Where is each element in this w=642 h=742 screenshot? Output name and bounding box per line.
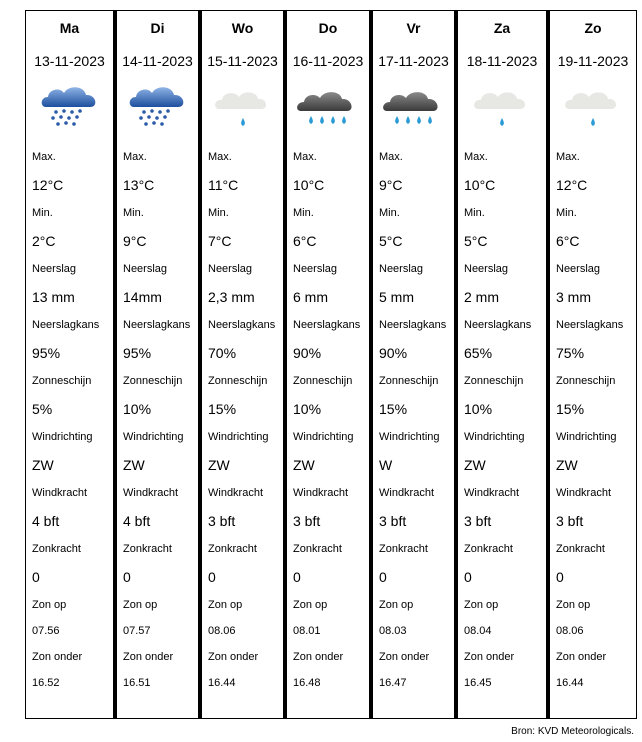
day-name: Wo bbox=[231, 20, 254, 36]
wind-force-value: 3 bft bbox=[379, 513, 407, 529]
sunshine-label: Zonneschijn bbox=[379, 375, 439, 387]
heavy-rain-cloud-icon bbox=[117, 81, 198, 131]
sun-power-label: Zonkracht bbox=[556, 543, 605, 555]
day-date: 18-11-2023 bbox=[466, 53, 538, 69]
precip-chance-value: 95% bbox=[32, 345, 61, 361]
min-value: 7°C bbox=[208, 233, 232, 249]
precip-value: 2 mm bbox=[464, 289, 499, 305]
wind-dir-value: ZW bbox=[32, 457, 54, 473]
sunset-label: Zon onder bbox=[32, 651, 83, 663]
precip-value: 3 mm bbox=[556, 289, 591, 305]
wind-force-label: Windkracht bbox=[32, 487, 88, 499]
sunrise-label: Zon op bbox=[464, 599, 499, 611]
light-drizzle-cloud-icon bbox=[458, 81, 546, 131]
wind-force-label: Windkracht bbox=[293, 487, 349, 499]
source-note: Bron: KVD Meteorologicals. bbox=[511, 726, 634, 737]
day-name: Vr bbox=[406, 20, 421, 36]
precip-label: Neerslag bbox=[123, 263, 168, 275]
precip-label: Neerslag bbox=[32, 263, 77, 275]
sunrise-value: 08.06 bbox=[208, 625, 236, 637]
max-value: 10°C bbox=[464, 177, 496, 193]
day-name: Za bbox=[493, 20, 511, 36]
precip-chance-value: 65% bbox=[464, 345, 493, 361]
precip-label: Neerslag bbox=[556, 263, 601, 275]
precip-value: 13 mm bbox=[32, 289, 75, 305]
day-name: Do bbox=[318, 20, 338, 36]
light-drizzle-cloud-icon bbox=[550, 81, 636, 131]
day-column-wo bbox=[198, 11, 283, 718]
precip-chance-label: Neerslagkans bbox=[464, 319, 532, 331]
wind-dir-label: Windrichting bbox=[32, 431, 93, 443]
max-value: 13°C bbox=[123, 177, 155, 193]
day-date: 14-11-2023 bbox=[122, 53, 193, 69]
sunset-label: Zon onder bbox=[556, 651, 607, 663]
sun-power-label: Zonkracht bbox=[379, 543, 428, 555]
wind-dir-label: Windrichting bbox=[556, 431, 617, 443]
wind-force-label: Windkracht bbox=[379, 487, 435, 499]
heavy-rain-cloud-icon bbox=[26, 81, 113, 131]
sun-power-label: Zonkracht bbox=[208, 543, 257, 555]
wind-dir-value: ZW bbox=[464, 457, 486, 473]
sunset-value: 16.52 bbox=[32, 677, 60, 689]
wind-dir-value: W bbox=[379, 457, 393, 473]
wind-dir-value: ZW bbox=[293, 457, 315, 473]
max-value: 11°C bbox=[208, 177, 239, 193]
sunrise-label: Zon op bbox=[556, 599, 591, 611]
sunset-value: 16.44 bbox=[208, 677, 236, 689]
max-value: 9°C bbox=[379, 177, 403, 193]
min-value: 2°C bbox=[32, 233, 56, 249]
sunset-value: 16.48 bbox=[293, 677, 321, 689]
day-date: 16-11-2023 bbox=[292, 53, 364, 69]
wind-force-label: Windkracht bbox=[464, 487, 520, 499]
sunrise-value: 07.57 bbox=[123, 625, 151, 637]
sunshine-value: 15% bbox=[379, 401, 408, 417]
precip-chance-value: 90% bbox=[293, 345, 322, 361]
min-value: 6°C bbox=[293, 233, 317, 249]
sun-power-label: Zonkracht bbox=[293, 543, 342, 555]
sunset-label: Zon onder bbox=[293, 651, 344, 663]
precip-chance-value: 90% bbox=[379, 345, 408, 361]
max-value: 12°C bbox=[32, 177, 64, 193]
sun-power-value: 0 bbox=[464, 569, 472, 585]
max-value: 10°C bbox=[293, 177, 325, 193]
max-label: Max. bbox=[123, 151, 147, 163]
sunshine-value: 15% bbox=[208, 401, 237, 417]
precip-chance-value: 70% bbox=[208, 345, 237, 361]
sunrise-value: 08.04 bbox=[464, 625, 492, 637]
day-column-do bbox=[283, 11, 369, 718]
day-name: Zo bbox=[584, 20, 602, 36]
sunshine-value: 10% bbox=[293, 401, 322, 417]
day-date: 17-11-2023 bbox=[378, 53, 449, 69]
sunset-label: Zon onder bbox=[123, 651, 174, 663]
sunshine-label: Zonneschijn bbox=[464, 375, 524, 387]
wind-dir-value: ZW bbox=[556, 457, 578, 473]
precip-chance-label: Neerslagkans bbox=[556, 319, 624, 331]
precip-label: Neerslag bbox=[464, 263, 509, 275]
sunrise-value: 08.01 bbox=[293, 625, 321, 637]
wind-dir-value: ZW bbox=[123, 457, 145, 473]
min-label: Min. bbox=[32, 207, 53, 219]
min-label: Min. bbox=[293, 207, 314, 219]
precip-chance-label: Neerslagkans bbox=[379, 319, 447, 331]
sunset-label: Zon onder bbox=[379, 651, 430, 663]
sunshine-label: Zonneschijn bbox=[293, 375, 353, 387]
wind-dir-label: Windrichting bbox=[208, 431, 269, 443]
precip-value: 6 mm bbox=[293, 289, 328, 305]
sunshine-value: 10% bbox=[464, 401, 493, 417]
max-label: Max. bbox=[208, 151, 232, 163]
min-label: Min. bbox=[379, 207, 400, 219]
sunshine-value: 15% bbox=[556, 401, 585, 417]
wind-force-label: Windkracht bbox=[123, 487, 179, 499]
sun-power-label: Zonkracht bbox=[32, 543, 81, 555]
wind-dir-label: Windrichting bbox=[293, 431, 354, 443]
day-date: 15-11-2023 bbox=[207, 53, 278, 69]
min-label: Min. bbox=[208, 207, 229, 219]
day-column-ma bbox=[26, 11, 113, 718]
sunset-value: 16.44 bbox=[556, 677, 584, 689]
wind-force-value: 3 bft bbox=[556, 513, 584, 529]
sunrise-value: 08.03 bbox=[379, 625, 407, 637]
min-value: 6°C bbox=[556, 233, 580, 249]
weather-forecast-table bbox=[25, 10, 637, 719]
min-value: 9°C bbox=[123, 233, 147, 249]
dark-rain-cloud-icon bbox=[287, 81, 369, 131]
precip-chance-value: 75% bbox=[556, 345, 585, 361]
precip-value: 14mm bbox=[123, 289, 162, 305]
precip-label: Neerslag bbox=[208, 263, 253, 275]
sunset-value: 16.51 bbox=[123, 677, 151, 689]
day-date: 13-11-2023 bbox=[34, 53, 105, 69]
sunset-label: Zon onder bbox=[208, 651, 259, 663]
wind-force-value: 3 bft bbox=[293, 513, 321, 529]
sunrise-label: Zon op bbox=[293, 599, 328, 611]
precip-chance-label: Neerslagkans bbox=[208, 319, 276, 331]
sunshine-label: Zonneschijn bbox=[208, 375, 268, 387]
wind-force-label: Windkracht bbox=[208, 487, 264, 499]
precip-chance-value: 95% bbox=[123, 345, 152, 361]
sun-power-label: Zonkracht bbox=[123, 543, 172, 555]
wind-dir-label: Windrichting bbox=[123, 431, 184, 443]
max-label: Max. bbox=[556, 151, 580, 163]
wind-dir-label: Windrichting bbox=[379, 431, 440, 443]
min-value: 5°C bbox=[464, 233, 488, 249]
day-date: 19-11-2023 bbox=[557, 53, 629, 69]
wind-dir-label: Windrichting bbox=[464, 431, 525, 443]
precip-chance-label: Neerslagkans bbox=[293, 319, 361, 331]
wind-dir-value: ZW bbox=[208, 457, 230, 473]
sunshine-label: Zonneschijn bbox=[123, 375, 183, 387]
sunshine-value: 10% bbox=[123, 401, 152, 417]
wind-force-value: 3 bft bbox=[464, 513, 492, 529]
precip-label: Neerslag bbox=[293, 263, 338, 275]
sunshine-value: 5% bbox=[32, 401, 53, 417]
sunset-value: 16.45 bbox=[464, 677, 492, 689]
sun-power-value: 0 bbox=[293, 569, 301, 585]
wind-force-value: 4 bft bbox=[32, 513, 60, 529]
precip-value: 5 mm bbox=[379, 289, 414, 305]
max-value: 12°C bbox=[556, 177, 588, 193]
max-label: Max. bbox=[464, 151, 488, 163]
day-column-za bbox=[454, 11, 546, 718]
sun-power-value: 0 bbox=[379, 569, 387, 585]
sunrise-label: Zon op bbox=[123, 599, 158, 611]
max-label: Max. bbox=[293, 151, 317, 163]
sunrise-label: Zon op bbox=[379, 599, 414, 611]
sunrise-label: Zon op bbox=[32, 599, 67, 611]
sun-power-value: 0 bbox=[208, 569, 216, 585]
min-label: Min. bbox=[556, 207, 577, 219]
precip-label: Neerslag bbox=[379, 263, 424, 275]
sun-power-value: 0 bbox=[123, 569, 131, 585]
light-drizzle-cloud-icon bbox=[202, 81, 283, 131]
sunrise-value: 08.06 bbox=[556, 625, 584, 637]
precip-value: 2,3 mm bbox=[208, 289, 255, 305]
min-label: Min. bbox=[464, 207, 485, 219]
sun-power-value: 0 bbox=[32, 569, 40, 585]
day-column-vr bbox=[369, 11, 454, 718]
sunshine-label: Zonneschijn bbox=[556, 375, 616, 387]
sunshine-label: Zonneschijn bbox=[32, 375, 92, 387]
day-column-zo bbox=[546, 11, 636, 718]
min-label: Min. bbox=[123, 207, 144, 219]
sun-power-value: 0 bbox=[556, 569, 564, 585]
sunset-label: Zon onder bbox=[464, 651, 515, 663]
dark-rain-cloud-icon bbox=[373, 81, 454, 131]
wind-force-value: 3 bft bbox=[208, 513, 236, 529]
max-label: Max. bbox=[379, 151, 403, 163]
precip-chance-label: Neerslagkans bbox=[123, 319, 191, 331]
day-name: Ma bbox=[59, 20, 80, 36]
wind-force-value: 4 bft bbox=[123, 513, 151, 529]
sun-power-label: Zonkracht bbox=[464, 543, 513, 555]
max-label: Max. bbox=[32, 151, 56, 163]
sunrise-label: Zon op bbox=[208, 599, 243, 611]
sunset-value: 16.47 bbox=[379, 677, 407, 689]
precip-chance-label: Neerslagkans bbox=[32, 319, 100, 331]
wind-force-label: Windkracht bbox=[556, 487, 612, 499]
sunrise-value: 07.56 bbox=[32, 625, 60, 637]
day-name: Di bbox=[150, 20, 165, 36]
day-column-di bbox=[113, 11, 198, 718]
min-value: 5°C bbox=[379, 233, 403, 249]
